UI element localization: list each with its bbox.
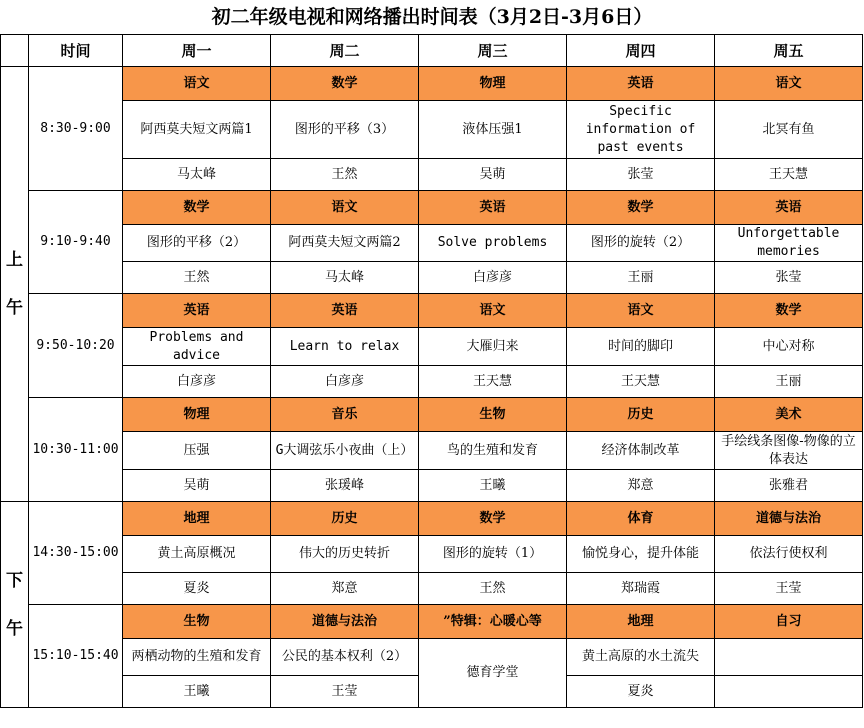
- corner-cell: [1, 35, 29, 67]
- period-label: 午: [6, 298, 23, 318]
- teacher-cell: 张瑗峰: [271, 470, 419, 502]
- schedule-row: [1, 639, 863, 676]
- topic-cell: 北冥有鱼: [715, 101, 863, 159]
- subject-cell: 语文: [715, 67, 863, 101]
- topic-cell: G大调弦乐小夜曲（上）: [271, 432, 419, 470]
- schedule-row: [1, 432, 863, 470]
- time-slot: 8:30-9:00: [29, 67, 123, 191]
- schedule-table: [0, 34, 863, 708]
- topic-cell: 手绘线条图像-物像的立体表达: [715, 432, 863, 470]
- schedule-row: [1, 398, 863, 432]
- subject-cell: 音乐: [271, 398, 419, 432]
- schedule-row: [1, 225, 863, 262]
- topic-cell: 中心对称: [715, 328, 863, 366]
- schedule-row: [1, 262, 863, 294]
- topic-cell: 伟大的历史转折: [271, 536, 419, 573]
- period-afternoon: [1, 502, 29, 708]
- topic-cell: 图形的平移（3）: [271, 101, 419, 159]
- teacher-cell: 张莹: [567, 159, 715, 191]
- topic-cell: 大雁归来: [419, 328, 567, 366]
- schedule-row: [1, 294, 863, 328]
- teacher-cell: 张雅君: [715, 470, 863, 502]
- subject-cell: 历史: [271, 502, 419, 536]
- subject-cell: 数学: [271, 67, 419, 101]
- schedule-row: [1, 101, 863, 159]
- topic-cell: Solve problems: [419, 225, 567, 262]
- topic-cell: 两栖动物的生殖和发育: [123, 639, 271, 676]
- teacher-cell: 夏炎: [123, 573, 271, 605]
- teacher-cell: 王天慧: [419, 366, 567, 398]
- teacher-cell: 张莹: [715, 262, 863, 294]
- teacher-cell: 王曦: [123, 676, 271, 708]
- teacher-cell: 夏炎: [567, 676, 715, 708]
- teacher-cell: 王丽: [715, 366, 863, 398]
- subject-cell: 语文: [271, 191, 419, 225]
- subject-cell: 英语: [715, 191, 863, 225]
- subject-cell: 语文: [567, 294, 715, 328]
- subject-cell: 道德与法治: [271, 605, 419, 639]
- subject-cell: 道德与法治: [715, 502, 863, 536]
- teacher-cell: 吴萌: [123, 470, 271, 502]
- topic-cell: Specific information of past events: [567, 101, 715, 159]
- topic-cell: [715, 639, 863, 676]
- topic-cell: 图形的平移（2）: [123, 225, 271, 262]
- teacher-cell: 白彦彦: [123, 366, 271, 398]
- header-day: 周四: [567, 35, 715, 67]
- teacher-cell: 郑意: [567, 470, 715, 502]
- subject-cell: 物理: [123, 398, 271, 432]
- teacher-cell: 王天慧: [715, 159, 863, 191]
- topic-cell: 经济体制改革: [567, 432, 715, 470]
- topic-cell: 压强: [123, 432, 271, 470]
- teacher-cell: 马太峰: [271, 262, 419, 294]
- subject-cell: 物理: [419, 67, 567, 101]
- topic-cell: 鸟的生殖和发育: [419, 432, 567, 470]
- page-title: 初二年级电视和网络播出时间表（3月2日-3月6日）: [211, 6, 653, 28]
- teacher-cell: 王莹: [715, 573, 863, 605]
- subject-cell: 历史: [567, 398, 715, 432]
- topic-cell: Problems and advice: [123, 328, 271, 366]
- topic-cell: 阿西莫夫短文两篇1: [123, 101, 271, 159]
- teacher-cell: 王莹: [271, 676, 419, 708]
- schedule-row: [1, 159, 863, 191]
- header-day: 周三: [419, 35, 567, 67]
- teacher-cell: 王然: [123, 262, 271, 294]
- subject-cell: 数学: [715, 294, 863, 328]
- topic-cell: 图形的旋转（1）: [419, 536, 567, 573]
- topic-cell: 依法行使权利: [715, 536, 863, 573]
- period-morning: [1, 67, 29, 502]
- subject-cell: 体育: [567, 502, 715, 536]
- subject-cell: 语文: [123, 67, 271, 101]
- schedule-row: [1, 573, 863, 605]
- teacher-cell: 王然: [271, 159, 419, 191]
- header-day: 周一: [123, 35, 271, 67]
- teacher-cell: 王然: [419, 573, 567, 605]
- subject-cell: 地理: [123, 502, 271, 536]
- teacher-cell: 王丽: [567, 262, 715, 294]
- time-slot: 9:10-9:40: [29, 191, 123, 294]
- subject-cell: 英语: [419, 191, 567, 225]
- topic-cell: 时间的脚印: [567, 328, 715, 366]
- teacher-cell: 吴萌: [419, 159, 567, 191]
- subject-cell: 生物: [419, 398, 567, 432]
- topic-cell: 黄土高原的水土流失: [567, 639, 715, 676]
- subject-cell: 英语: [271, 294, 419, 328]
- subject-cell: ”特辑：心暖心等: [419, 605, 567, 639]
- schedule-row: [1, 536, 863, 573]
- time-slot: 10:30-11:00: [29, 398, 123, 502]
- teacher-cell: 郑意: [271, 573, 419, 605]
- subject-cell: 自习: [715, 605, 863, 639]
- header-day: 周二: [271, 35, 419, 67]
- subject-cell: 生物: [123, 605, 271, 639]
- time-slot: 9:50-10:20: [29, 294, 123, 398]
- topic-cell: 图形的旋转（2）: [567, 225, 715, 262]
- period-label: 午: [6, 618, 23, 639]
- subject-cell: 英语: [567, 67, 715, 101]
- schedule-row: [1, 191, 863, 225]
- header-day: 周五: [715, 35, 863, 67]
- header-time: 时间: [29, 35, 123, 67]
- schedule-row: [1, 67, 863, 101]
- topic-cell: 黄土高原概况: [123, 536, 271, 573]
- subject-cell: 数学: [123, 191, 271, 225]
- topic-cell: 公民的基本权利（2）: [271, 639, 419, 676]
- schedule-row: [1, 502, 863, 536]
- teacher-cell: 白彦彦: [271, 366, 419, 398]
- schedule-row: [1, 605, 863, 639]
- subject-cell: 数学: [419, 502, 567, 536]
- time-slot: 15:10-15:40: [29, 605, 123, 708]
- teacher-cell: 白彦彦: [419, 262, 567, 294]
- time-slot: 14:30-15:00: [29, 502, 123, 605]
- teacher-cell: 王天慧: [567, 366, 715, 398]
- topic-cell: 阿西莫夫短文两篇2: [271, 225, 419, 262]
- subject-cell: 地理: [567, 605, 715, 639]
- teacher-cell: 郑瑞霞: [567, 573, 715, 605]
- subject-cell: 数学: [567, 191, 715, 225]
- period-label: 下: [6, 570, 23, 591]
- topic-cell: 德育学堂: [419, 639, 567, 708]
- subject-cell: 美术: [715, 398, 863, 432]
- topic-cell: 愉悦身心，提升体能: [567, 536, 715, 573]
- schedule-row: [1, 366, 863, 398]
- period-label: 上: [6, 250, 23, 270]
- topic-cell: 液体压强1: [419, 101, 567, 159]
- teacher-cell: [715, 676, 863, 708]
- topic-cell: Unforgettable memories: [715, 225, 863, 262]
- topic-cell: Learn to relax: [271, 328, 419, 366]
- schedule-row: [1, 470, 863, 502]
- subject-cell: 英语: [123, 294, 271, 328]
- teacher-cell: 马太峰: [123, 159, 271, 191]
- subject-cell: 语文: [419, 294, 567, 328]
- header-row: [1, 35, 863, 67]
- schedule-row: [1, 328, 863, 366]
- teacher-cell: 王曦: [419, 470, 567, 502]
